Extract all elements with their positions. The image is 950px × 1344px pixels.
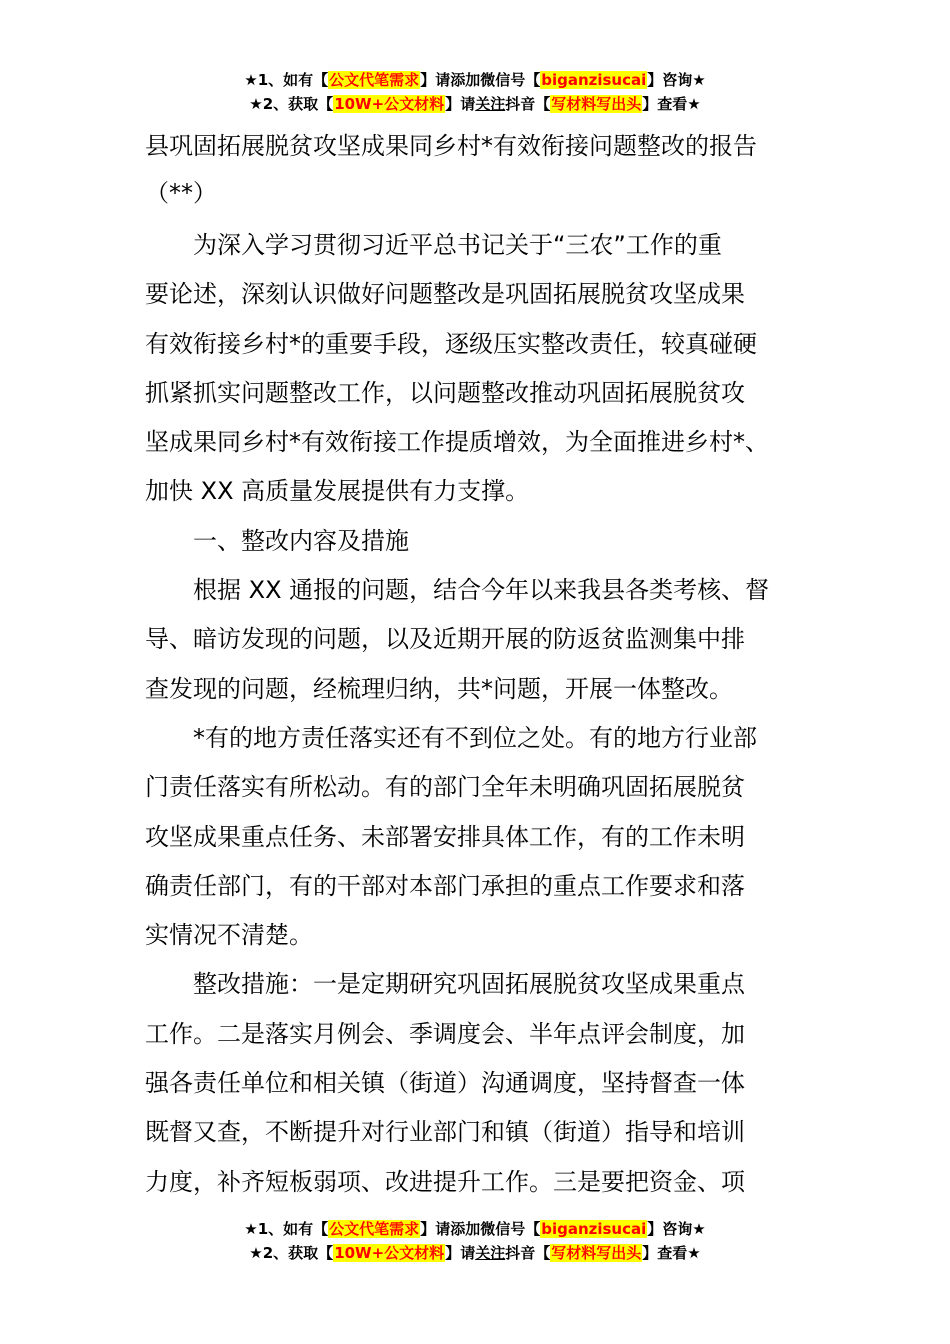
body-line: 整改措施：一是定期研究巩固拓展脱贫攻坚成果重点 xyxy=(145,970,745,999)
body-line: 强各责任单位和相关镇（街道）沟通调度，坚持督查一体 xyxy=(145,1069,745,1098)
document-title: 县巩固拓展脱贫攻坚成果同乡村*有效衔接问题整改的报告 xyxy=(145,132,757,160)
body-line: 坚成果同乡村*有效衔接工作提质增效，为全面推进乡村*、 xyxy=(145,428,769,457)
promo-line-2-bottom xyxy=(0,1243,950,1263)
body-line: 抓紧抓实问题整改工作，以问题整改推动巩固拓展脱贫攻 xyxy=(145,378,745,407)
promo-text: 】查看★ xyxy=(642,1244,701,1262)
promo-text: 抖音【 xyxy=(505,95,551,113)
document-subtitle: （**） xyxy=(145,179,217,207)
promo-underline: 关注 xyxy=(475,1244,506,1262)
promo-line-2-top xyxy=(0,94,950,114)
body-line: 加快 XX 高质量发展提供有力支撑。 xyxy=(145,477,530,506)
body-line: 确责任部门，有的干部对本部门承担的重点工作要求和落 xyxy=(145,871,745,900)
promo-line-1-bottom xyxy=(0,1219,950,1239)
promo-text: 】查看★ xyxy=(642,95,701,113)
promo-text: 抖音【 xyxy=(505,1244,551,1262)
body-line: 既督又查，不断提升对行业部门和镇（街道）指导和培训 xyxy=(145,1118,745,1147)
promo-line-1-top xyxy=(0,70,950,90)
promo-text: 】咨询★ xyxy=(647,1220,706,1238)
body-line: 工作。二是落实月例会、季调度会、半年点评会制度，加 xyxy=(145,1019,745,1048)
promo-underline: 关注 xyxy=(475,95,506,113)
promo-highlight: 公文代笔需求 xyxy=(329,1220,420,1238)
promo-highlight-wechat: biganzisucai xyxy=(541,71,647,89)
promo-highlight: 公文代笔需求 xyxy=(329,71,420,89)
body-line: *有的地方责任落实还有不到位之处。有的地方行业部 xyxy=(145,723,757,752)
promo-highlight: 10W+公文材料 xyxy=(334,95,445,113)
promo-text: ★1、如有【 xyxy=(244,71,329,89)
promo-text: 】咨询★ xyxy=(647,71,706,89)
promo-text: ★2、获取【 xyxy=(249,1244,334,1262)
promo-highlight: 10W+公文材料 xyxy=(334,1244,445,1262)
body-line: 门责任落实有所松动。有的部门全年未明确巩固拓展脱贫 xyxy=(145,773,745,802)
promo-text: 】请 xyxy=(445,95,476,113)
promo-highlight-douyin: 写材料写出头 xyxy=(551,1244,642,1262)
body-line: 有效衔接乡村*的重要手段，逐级压实整改责任，较真碰硬 xyxy=(145,329,757,358)
promo-text: 】请 xyxy=(445,1244,476,1262)
body-line: 查发现的问题，经梳理归纳，共*问题，开展一体整改。 xyxy=(145,674,733,703)
body-line: 为深入学习贯彻习近平总书记关于“三农”工作的重 xyxy=(145,231,722,259)
promo-text: ★2、获取【 xyxy=(249,95,334,113)
document-body xyxy=(145,221,825,1207)
body-line: 导、暗访发现的问题，以及近期开展的防返贫监测集中排 xyxy=(145,625,745,654)
section-heading: 一、整改内容及措施 xyxy=(145,526,409,555)
promo-highlight-douyin: 写材料写出头 xyxy=(551,95,642,113)
body-line: 要论述，深刻认识做好问题整改是巩固拓展脱贫攻坚成果 xyxy=(145,280,745,309)
body-line: 力度，补齐短板弱项、改进提升工作。三是要把资金、项 xyxy=(145,1167,745,1196)
body-line: 根据 XX 通报的问题，结合今年以来我县各类考核、督 xyxy=(145,576,770,605)
promo-highlight-wechat: biganzisucai xyxy=(541,1220,647,1238)
promo-text: ★1、如有【 xyxy=(244,1220,329,1238)
promo-text: 】请添加微信号【 xyxy=(420,1220,541,1238)
body-line: 实情况不清楚。 xyxy=(145,921,313,950)
promo-text: 】请添加微信号【 xyxy=(420,71,541,89)
body-line: 攻坚成果重点任务、未部署安排具体工作，有的工作未明 xyxy=(145,822,745,851)
